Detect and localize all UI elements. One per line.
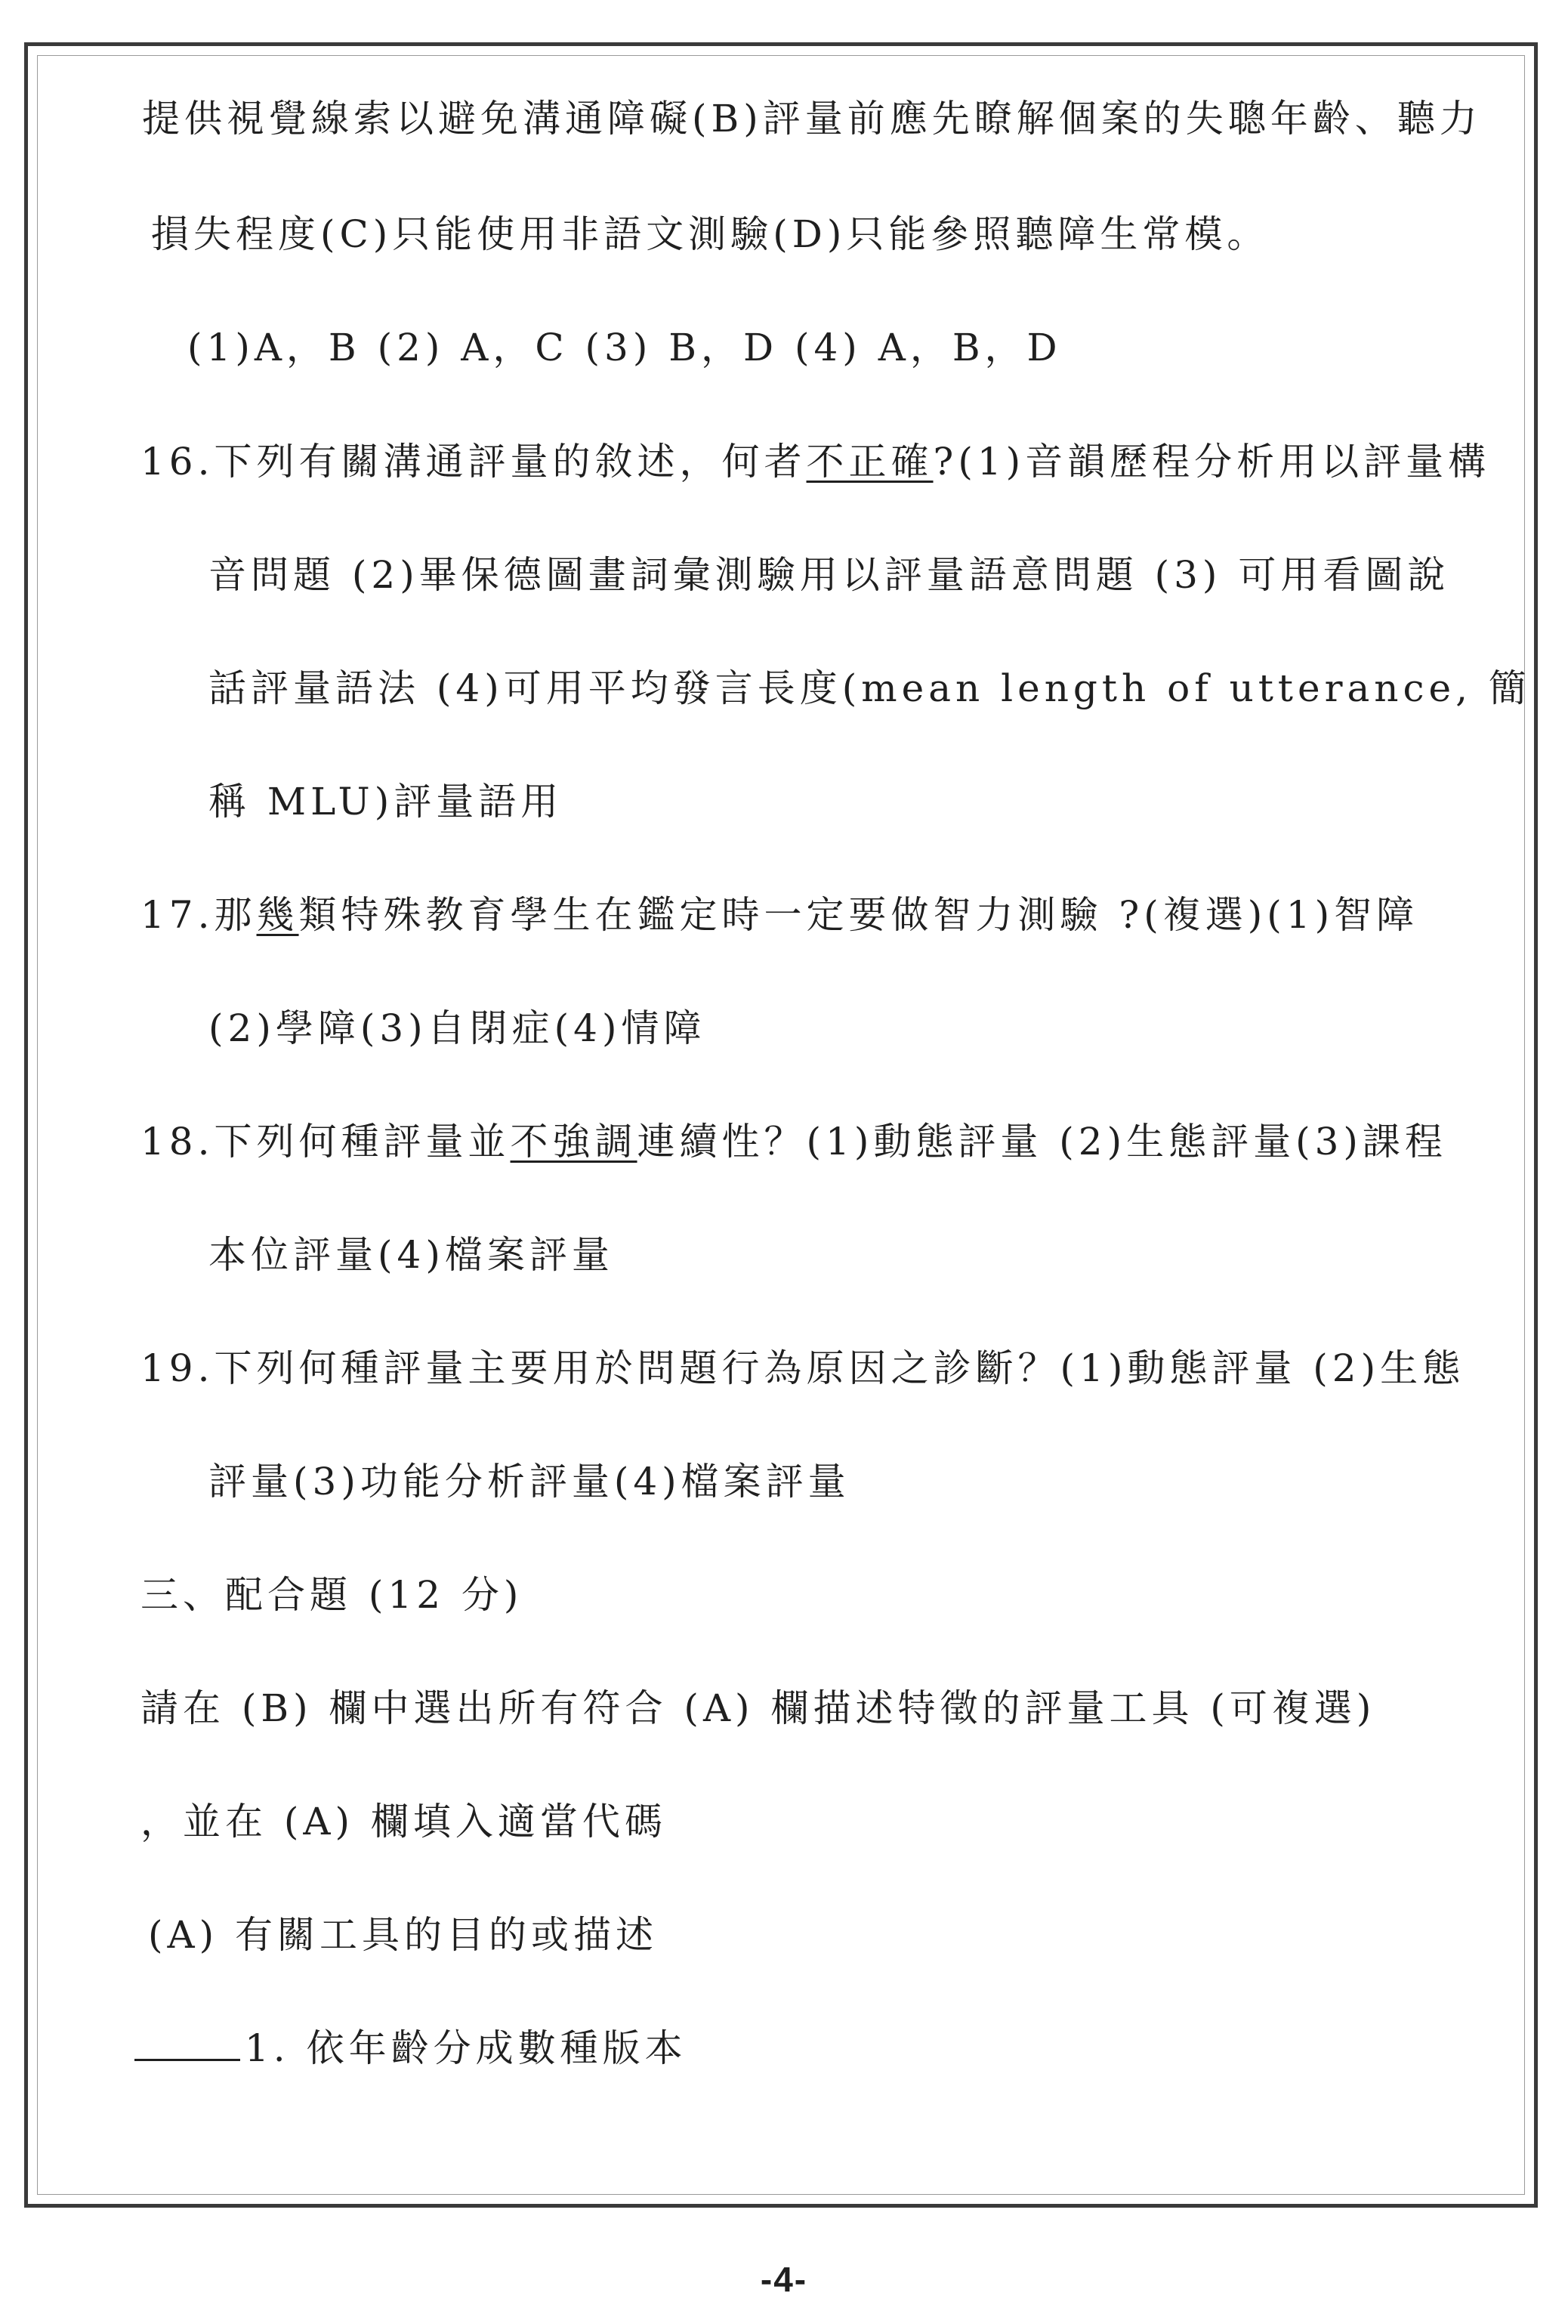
column-a-heading: (A) 有關工具的目的或描述 [148, 1913, 659, 1957]
q19-number: 19. [140, 1346, 215, 1390]
matching-item-1-text: 1. 依年齡分成數種版本 [245, 2026, 687, 2070]
q17-number: 17. [140, 893, 215, 937]
q17-stem-rest: 類特殊教育學生在鑑定時一定要做智力測驗 ?(複選)(1)智障 [298, 893, 1419, 937]
q16-line-4: 稱 MLU)評量語用 [208, 780, 563, 824]
page-number: -4- [760, 2260, 808, 2299]
q19-line-2: 評量(3)功能分析評量(4)檔案評量 [208, 1460, 850, 1503]
q16-line-1 [140, 440, 1491, 484]
section3-instruction-line-2: ，並在 (A) 欄填入適當代碼 [140, 1800, 667, 1843]
q18-underlined-term: 不強調 [510, 1120, 637, 1164]
q17-line-1 [140, 893, 1419, 937]
q19-line-1 [140, 1346, 1465, 1390]
q17-line-2: (2)學障(3)自閉症(4)情障 [208, 1006, 706, 1050]
q16-line-3: 話評量語法 (4)可用平均發言長度(mean length of utterance, 簡 [208, 666, 1531, 710]
q18-number: 18. [140, 1120, 215, 1164]
section3-heading: 三、配合題 (12 分) [140, 1573, 523, 1617]
matching-item-1 [134, 2026, 687, 2070]
q16-line-2: 音問題 (2)畢保德圖畫詞彙測驗用以評量語意問題 (3) 可用看圖說 [208, 553, 1450, 597]
q18-stem: 下列何種評量並 [214, 1120, 511, 1164]
q16-stem: 下列有關溝通評量的敘述，何者 [214, 440, 807, 484]
q15-continuation-line-2: 損失程度(C)只能使用非語文測驗(D)只能參照聽障生常模。 [151, 212, 1270, 256]
q15-options: (1)A，B (2) A，C (3) B，D (4) A，B，D [187, 326, 1062, 369]
answer-blank[interactable] [134, 2059, 240, 2061]
section3-instruction-line-1: 請在 (B) 欄中選出所有符合 (A) 欄描述特徵的評量工具 (可複選) [140, 1686, 1376, 1730]
q18-line-1 [140, 1120, 1447, 1164]
q19-stem: 下列何種評量主要用於問題行為原因之診斷？(1)動態評量 (2)生態 [214, 1346, 1465, 1390]
q17-stem: 那 [214, 893, 257, 937]
q18-stem-rest: 連續性？(1)動態評量 (2)生態評量(3)課程 [637, 1120, 1447, 1164]
q16-stem-rest: ?(1)音韻歷程分析用以評量構 [933, 440, 1491, 484]
q15-continuation-line-1: 提供視覺線索以避免溝通障礙(B)評量前應先瞭解個案的失聰年齡、聽力 [142, 97, 1482, 141]
q16-underlined-term: 不正確 [806, 440, 934, 484]
q18-line-2: 本位評量(4)檔案評量 [208, 1233, 614, 1277]
q17-underlined-term: 幾 [256, 893, 299, 937]
q16-number: 16. [140, 440, 215, 484]
